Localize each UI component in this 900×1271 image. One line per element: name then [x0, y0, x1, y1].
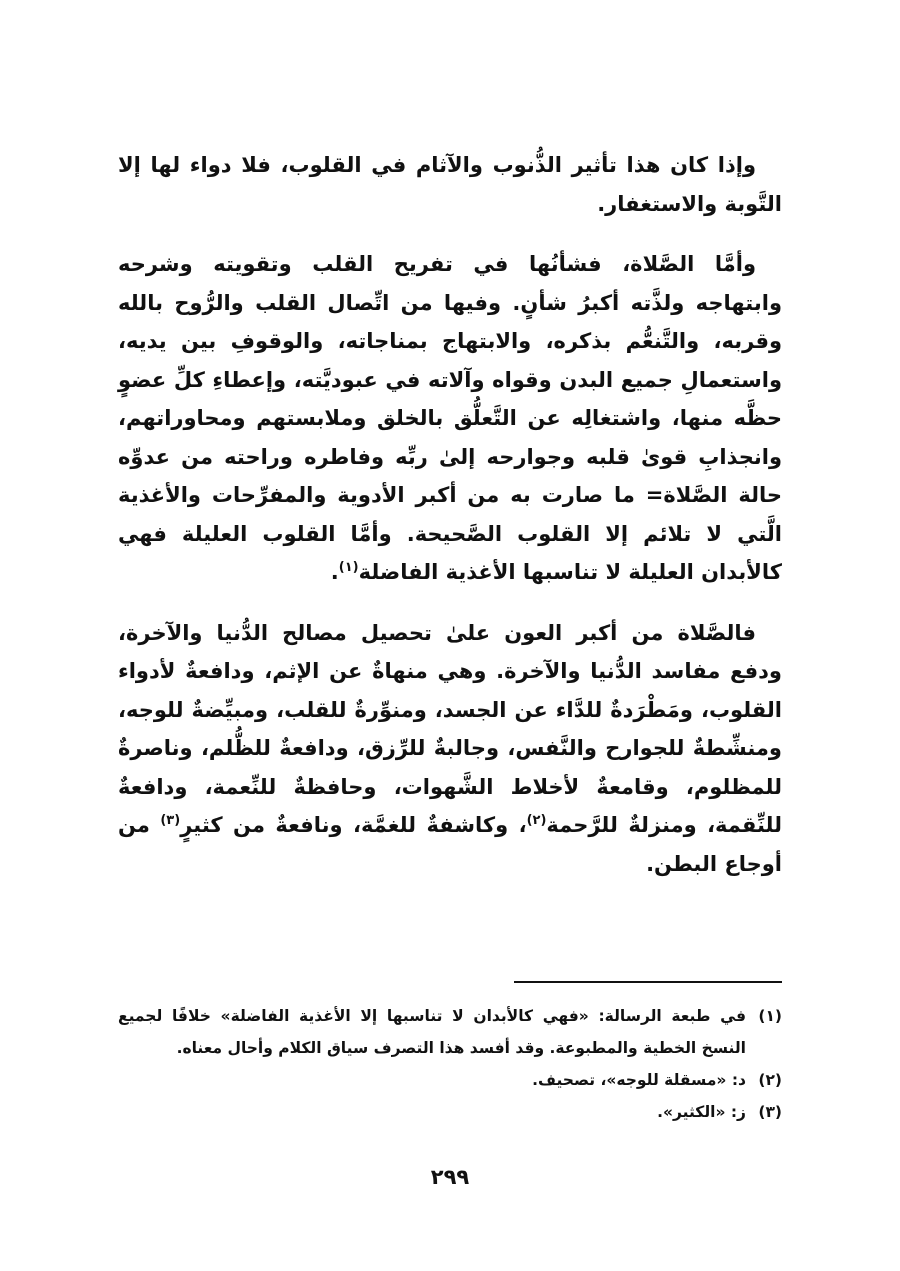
paragraph-text: . [330, 560, 339, 584]
footnote-reference[interactable]: (١) [338, 560, 359, 575]
footnote-number: (٣) [758, 1103, 782, 1121]
footnote [118, 1096, 782, 1128]
footnotes [118, 1000, 782, 1128]
main-text [118, 146, 782, 901]
footnote-reference[interactable]: (٢) [526, 813, 547, 828]
footnote-separator [514, 981, 782, 983]
paragraph-text: وأمَّا الصَّلاة، فشأنُها في تفريح القلب وتقويته وشرحه وابتهاجه ولذَّته أكبرُ شأنٍ. وفيها من اتِّصال القلب والرُّوح بالله وقربه، والتَّنعُّم بذكره، والابتهاج بمناجاته، والوقوفِ بين يديه، واستعمالِ جميع البدن وقواه وآلاته في عبوديَّته، وإعطاءِ كلِّ عضوٍ حظَّه منها، واشتغالِه عن التَّعلُّق بالخلق وملابستهم ومحاوراتهم، وانجذابِ قوىٰ قلبه وجوارحه إلىٰ ربِّه وفاطره وراحته من عدوِّه حالة الصَّلاة= ما صارت به من أكبر الأدوية والمفرِّحات والأغذية الَّتي لا تلائم إلا القلوب الصَّحيحة. وأمَّا القلوب العليلة فهي كالأبدان العليلة لا تناسبها الأغذية الفاضلة [118, 252, 782, 584]
paragraph-text: فالصَّلاة من أكبر العون علىٰ تحصيل مصالح الدُّنيا والآخرة، ودفع مفاسد الدُّنيا والآخرة. وهي منهاةٌ عن الإثم، ودافعةٌ لأدواء القلوب، ومَطْرَدةٌ للدَّاء عن الجسد، ومنوِّرةٌ للقلب، ومبيِّضةٌ للوجه، ومنشِّطةٌ للجوارح والنَّفس، وجالبةٌ للرِّزق، ودافعةٌ للظُّلم، وناصرةٌ للمظلوم، وقامعةٌ لأخلاط الشَّهوات، وحافظةٌ للنِّعمة، ودافعةٌ للنِّقمة، ومنزلةٌ للرَّحمة [118, 620, 783, 837]
paragraph [118, 146, 782, 223]
footnote-number: (٢) [758, 1071, 782, 1089]
paragraph-text: من أوجاع البطن. [118, 813, 782, 876]
paragraph [118, 614, 782, 884]
paragraph [118, 245, 782, 592]
footnote-number: (١) [758, 1007, 782, 1025]
paragraph-text: ، وكاشفةٌ للغمَّة، ونافعةٌ من كثيرٍ [180, 813, 527, 837]
footnote-text: د: «مسقلة للوجه»، تصحيف. [532, 1071, 746, 1089]
paragraph-text: وإذا كان هذا تأثير الذُّنوب والآثام في القلوب، فلا دواء لها إلا التَّوبة والاستغفار. [118, 153, 782, 216]
footnote-text: في طبعة الرسالة: «فهي كالأبدان لا تناسبها إلا الأغذية الفاضلة» خلافًا لجميع النسخ الخطية والمطبوعة. وقد أفسد هذا التصرف سياق الكلام وأحال معناه. [118, 1007, 746, 1057]
footnote [118, 1064, 782, 1096]
footnote [118, 1000, 782, 1064]
footnote-reference[interactable]: (٣) [160, 813, 181, 828]
footnote-text: ز: «الكثير». [657, 1103, 746, 1121]
page-number: ٢٩٩ [430, 1165, 470, 1189]
